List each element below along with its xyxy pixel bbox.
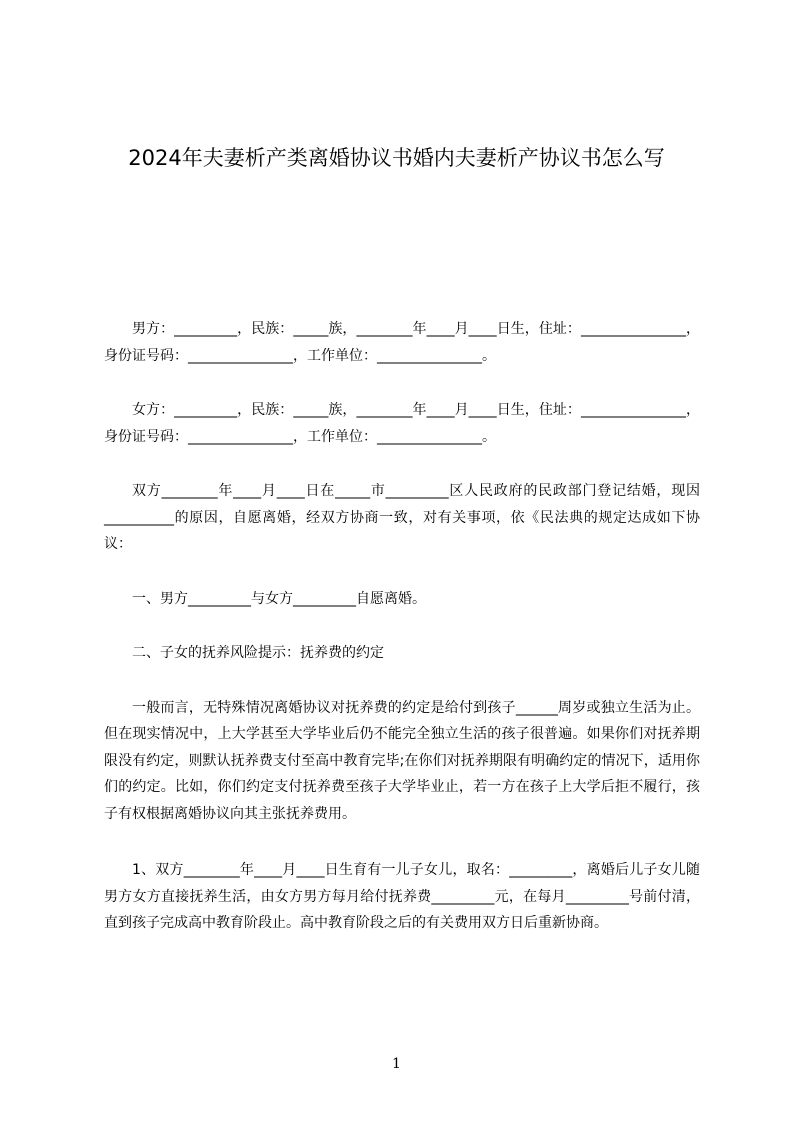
document-body <box>104 316 700 937</box>
document-title: 2024年夫妻析产类离婚协议书婚内夫妻析产协议书怎么写 <box>128 146 665 170</box>
paragraph-husband-info: 男方：_________，民族：_____族，________年____月____日生，住址：_______________，身份证号码：_______________，工作单位：_______________。 <box>104 321 700 364</box>
clause-one: 一、男方_________与女方_________自愿离婚。 <box>132 590 426 607</box>
paragraph-marriage-registration: 双方________年____月____日在_____市_________区人民政府的民政部门登记结婚，现因__________的原因，自愿离婚，经双方协商一致，对有关事项，依《民法典的规定达成如下协议： <box>104 483 700 552</box>
clause-two-heading: 二、子女的抚养风险提示：抚养费的约定 <box>132 645 384 661</box>
paragraph-wife-info: 女方：_________，民族：_____族，________年____月____日生，住址：_______________，身份证号码：_______________，工作单位：_______________。 <box>104 402 700 445</box>
paragraph-support-explanation: 一般而言，无特殊情况离婚协议对抚养费的约定是给付到孩子______周岁或独立生活为止。但在现实情况中，上大学甚至大学毕业后仍不能完全独立生活的孩子很普遍。如果你们对抚养期限没有约定，则默认抚养费支付至高中教育完毕;在你们对抚养期限有明确约定的情况下，适用你们的约定。比如，你们约定支付抚养费至孩子大学毕业止，若一方在孩子上大学后拒不履行，孩子有权根据离婚协议向其主张抚养费用。 <box>104 699 700 822</box>
paragraph-child-custody: 1、双方________年____月____日生育有一儿子女儿，取名：_________，离婚后儿子女儿随男方女方直接抚养生活，由女方男方每月给付抚养费_________元，在每月_________号前付清，直到孩子完成高中教育阶段止。高中教育阶段之后的有关费用双方日后重新协商。 <box>104 862 700 931</box>
page-number: 1 <box>392 1056 401 1072</box>
